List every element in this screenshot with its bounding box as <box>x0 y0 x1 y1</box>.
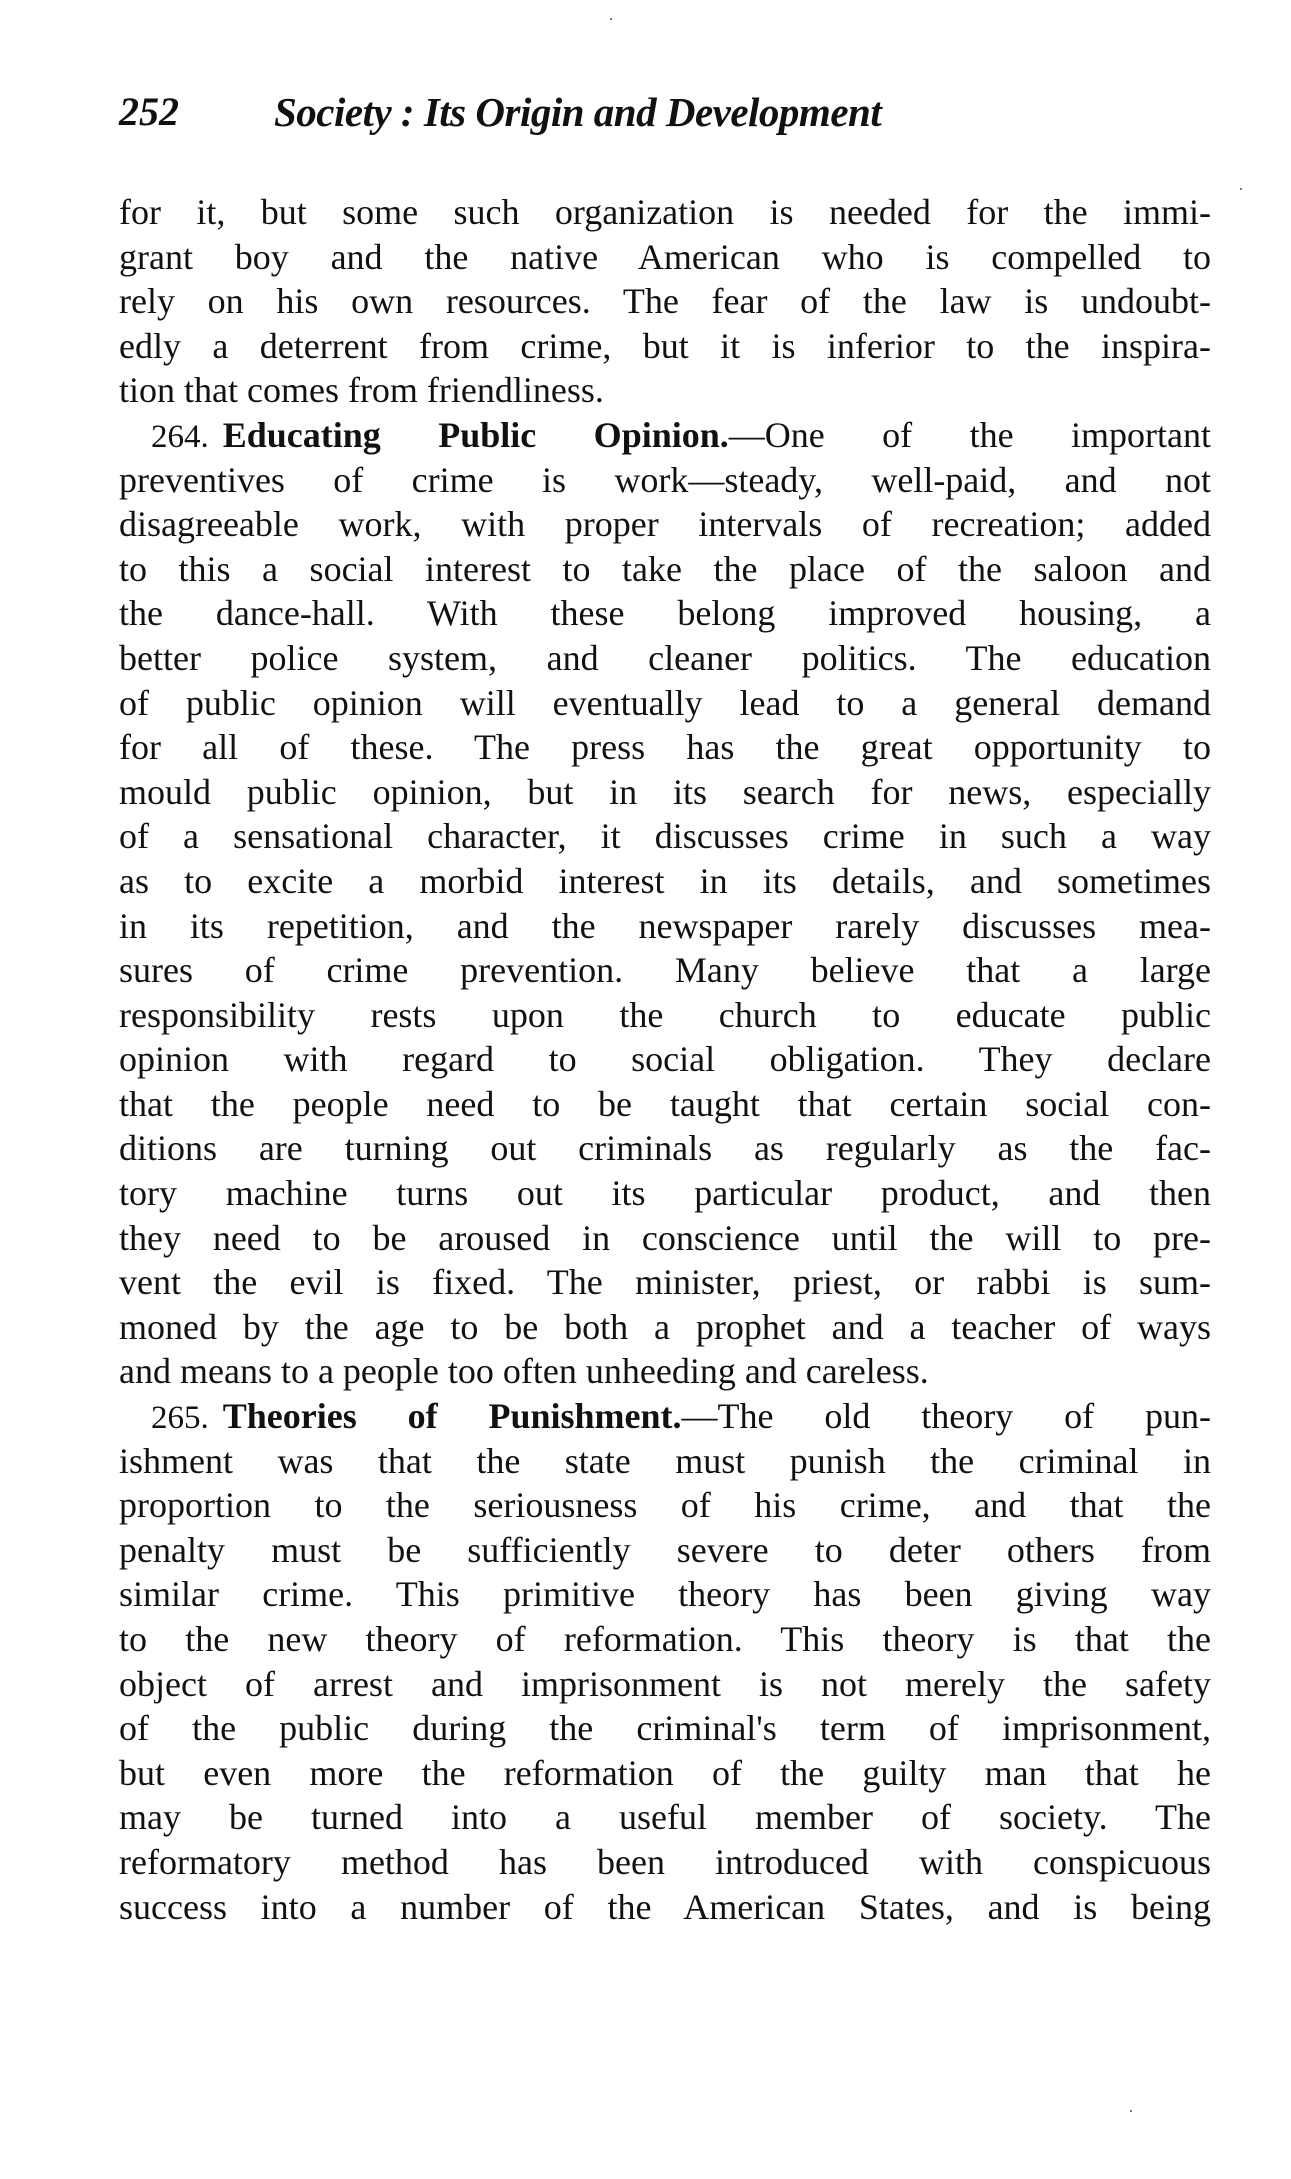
text-line: similar crime. This primitive theory has been giving way <box>119 1574 1211 1615</box>
scan-speck <box>1240 188 1242 190</box>
line-text: —One of the important <box>728 414 1211 455</box>
text-line: preventives of crime is work—steady, well-paid, and not <box>119 459 1211 500</box>
text-line: vent the evil is fixed. The minister, priest, or rabbi is sum- <box>119 1262 1211 1303</box>
text-line: but even more the reformation of the guilty man that he <box>119 1752 1211 1793</box>
page-body <box>119 190 1211 1929</box>
text-line: of public opinion will eventually lead to a general demand <box>119 682 1211 723</box>
text-line: as to excite a morbid interest in its details, and sometimes <box>119 860 1211 901</box>
section-number: 264. <box>151 418 209 455</box>
text-line: reformatory method has been introduced with conspicuous <box>119 1841 1211 1882</box>
text-line: ditions are turning out criminals as regularly as the fac- <box>119 1128 1211 1169</box>
text-line: mould public opinion, but in its search for news, especially <box>119 771 1211 812</box>
text-line: sures of crime prevention. Many believe that a large <box>119 950 1211 991</box>
text-line: better police system, and cleaner politics. The education <box>119 637 1211 678</box>
text-line: penalty must be sufficiently severe to deter others from <box>119 1529 1211 1570</box>
text-line: ishment was that the state must punish the criminal in <box>119 1440 1211 1481</box>
text-line: opinion with regard to social obligation. They declare <box>119 1039 1211 1080</box>
text-line: grant boy and the native American who is compelled to <box>119 236 1211 277</box>
text-line: for all of these. The press has the great opportunity to <box>119 727 1211 768</box>
section-heading: Educating Public Opinion. <box>222 414 729 455</box>
text-line: may be turned into a useful member of society. The <box>119 1797 1211 1838</box>
text-line: rely on his own resources. The fear of the law is undoubt- <box>119 281 1211 322</box>
text-line <box>119 1394 1211 1439</box>
text-line: they need to be aroused in conscience until the will to pre- <box>119 1217 1211 1258</box>
running-title: Society : Its Origin and Development <box>274 89 882 135</box>
text-line: of the public during the criminal's term of imprisonment, <box>119 1708 1211 1749</box>
text-line: and means to a people too often unheeding and careless. <box>119 1351 929 1392</box>
text-line: moned by the age to be both a prophet and a teacher of ways <box>119 1306 1211 1347</box>
section-number: 265. <box>151 1400 209 1437</box>
text-line: proportion to the seriousness of his crime, and that the <box>119 1485 1211 1526</box>
section-heading: Theories of Punishment. <box>222 1396 682 1437</box>
page-number: 252 <box>119 89 179 134</box>
scan-speck <box>610 18 612 20</box>
running-header <box>119 88 1219 144</box>
text-line: responsibility rests upon the church to educate public <box>119 994 1211 1035</box>
text-line: that the people need to be taught that certain social con- <box>119 1083 1211 1124</box>
text-line: the dance-hall. With these belong improved housing, a <box>119 593 1211 634</box>
text-line: disagreeable work, with proper intervals of recreation; added <box>119 504 1211 545</box>
scan-speck <box>1130 2110 1132 2112</box>
line-text: —The old theory of pun- <box>681 1396 1212 1437</box>
text-line: tory machine turns out its particular product, and then <box>119 1173 1211 1214</box>
text-line: for it, but some such organization is needed for the immi- <box>119 192 1211 232</box>
text-line: to the new theory of reformation. This theory is that the <box>119 1619 1211 1659</box>
text-line <box>119 413 1211 458</box>
text-line: tion that comes from friendliness. <box>119 370 604 411</box>
text-line: in its repetition, and the newspaper rarely discusses mea- <box>119 905 1211 946</box>
text-line: edly a deterrent from crime, but it is inferior to the inspira- <box>119 325 1211 366</box>
text-line: to this a social interest to take the place of the saloon and <box>119 548 1211 589</box>
text-line: object of arrest and imprisonment is not merely the safety <box>119 1663 1211 1704</box>
text-line: of a sensational character, it discusses crime in such a way <box>119 816 1211 857</box>
text-line: success into a number of the American States, and is being <box>119 1886 1211 1927</box>
